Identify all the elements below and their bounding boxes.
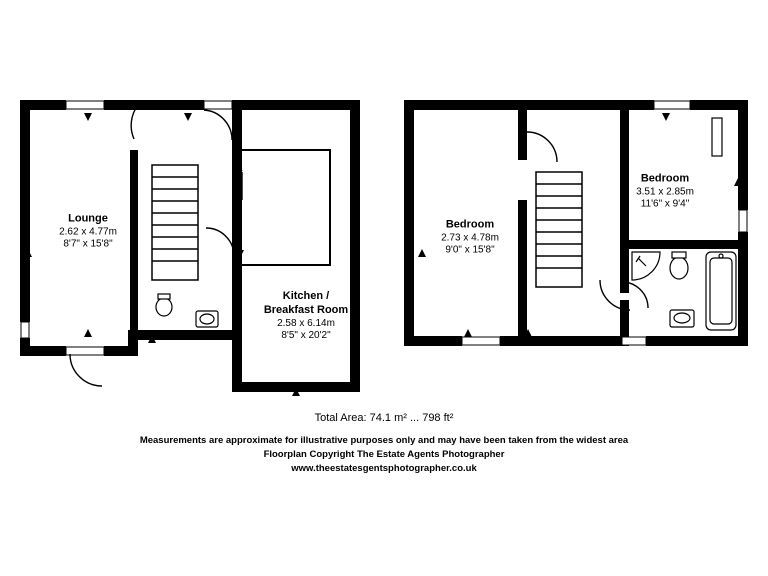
room-dim-imperial: 8'5" x 20'2" bbox=[281, 329, 331, 341]
first-floor-staircase bbox=[536, 172, 582, 287]
room-label-lounge bbox=[59, 213, 117, 252]
disclaimer-block bbox=[0, 434, 768, 475]
room-name: Bedroom bbox=[640, 172, 690, 185]
room-dim-metric: 2.73 x 4.78m bbox=[441, 232, 499, 244]
disclaimer-line-3: www.theestatesgentsphotographer.co.uk bbox=[291, 462, 477, 474]
room-name: Lounge bbox=[68, 212, 108, 225]
ground-floor-internal-lines bbox=[242, 150, 330, 265]
first-floor-bathroom-fixtures bbox=[632, 252, 736, 330]
room-name: Bedroom bbox=[445, 218, 495, 231]
first-floor-doors bbox=[527, 132, 648, 310]
room-label-kitchen-breakfast-room bbox=[264, 290, 348, 343]
room-label-bedroom-2 bbox=[636, 173, 694, 212]
room-dim-imperial: 8'7" x 15'8" bbox=[63, 238, 113, 250]
disclaimer-line-1: Measurements are approximate for illustrative purposes only and may have been taken from the widest area bbox=[139, 435, 629, 446]
total-area-text: Total Area: 74.1 m² ... 798 ft² bbox=[314, 412, 454, 424]
room-dim-imperial: 9'0" x 15'8" bbox=[445, 244, 495, 256]
first-floor-detail bbox=[712, 118, 722, 156]
ground-floor-wc-fixtures bbox=[156, 294, 218, 327]
room-dim-metric: 3.51 x 2.85m bbox=[636, 186, 694, 198]
first-floor-windows bbox=[462, 101, 747, 345]
ground-floor-staircase bbox=[152, 165, 198, 280]
room-name-line2: Breakfast Room bbox=[263, 303, 349, 316]
room-dim-imperial: 11'6" x 9'4" bbox=[640, 198, 690, 210]
room-name-line1: Kitchen / bbox=[282, 289, 330, 302]
disclaimer-line-2: Floorplan Copyright The Estate Agents Photographer bbox=[263, 448, 505, 460]
room-dim-metric: 2.58 x 6.14m bbox=[277, 317, 335, 329]
room-dim-metric: 2.62 x 4.77m bbox=[59, 226, 117, 238]
room-label-bedroom-1 bbox=[441, 219, 499, 258]
